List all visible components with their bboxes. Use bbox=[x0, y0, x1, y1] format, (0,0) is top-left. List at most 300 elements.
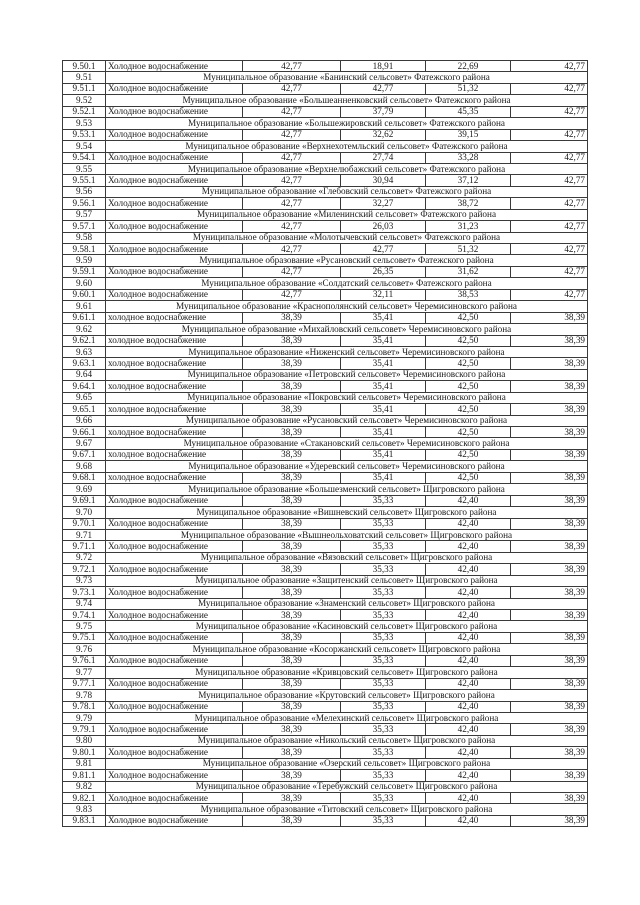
item-code-cell: 9.79.1 bbox=[63, 724, 106, 735]
value-cell-1: 38,39 bbox=[243, 381, 341, 392]
service-row bbox=[63, 518, 588, 529]
value-cell-1: 42,77 bbox=[243, 106, 341, 117]
section-code-cell: 9.67 bbox=[63, 438, 106, 449]
value-cell-1: 42,77 bbox=[243, 289, 341, 300]
municipality-name-cell: Муниципальное образование «Покровский сельсовет» Черемисиновского района bbox=[106, 392, 588, 403]
municipality-row bbox=[63, 690, 588, 701]
service-row bbox=[63, 404, 588, 415]
municipality-row bbox=[63, 95, 588, 106]
service-name-cell: Холодное водоснабжение bbox=[106, 793, 243, 804]
value-cell-4: 38,39 bbox=[511, 655, 588, 666]
value-cell-3: 42,40 bbox=[426, 770, 511, 781]
service-row bbox=[63, 815, 588, 826]
item-code-cell: 9.51.1 bbox=[63, 83, 106, 94]
service-name-cell: Холодное водоснабжение bbox=[106, 175, 243, 186]
municipality-name-cell: Муниципальное образование «Знаменский сельсовет» Щигровского района bbox=[106, 598, 588, 609]
item-code-cell: 9.62.1 bbox=[63, 335, 106, 346]
value-cell-4: 38,39 bbox=[511, 427, 588, 438]
value-cell-1: 42,77 bbox=[243, 83, 341, 94]
municipality-name-cell: Муниципальное образование «Верхнехотемльский сельсовет» Фатежского района bbox=[106, 141, 588, 152]
service-row bbox=[63, 632, 588, 643]
item-code-cell: 9.65.1 bbox=[63, 404, 106, 415]
value-cell-3: 42,50 bbox=[426, 449, 511, 460]
service-name-cell: холодное водоснабжение bbox=[106, 312, 243, 323]
value-cell-2: 35,33 bbox=[341, 724, 426, 735]
section-code-cell: 9.78 bbox=[63, 690, 106, 701]
service-name-cell: Холодное водоснабжение bbox=[106, 266, 243, 277]
section-code-cell: 9.60 bbox=[63, 278, 106, 289]
item-code-cell: 9.54.1 bbox=[63, 152, 106, 163]
value-cell-1: 38,39 bbox=[243, 655, 341, 666]
municipality-row bbox=[63, 232, 588, 243]
service-row bbox=[63, 449, 588, 460]
service-name-cell: Холодное водоснабжение bbox=[106, 83, 243, 94]
value-cell-3: 42,40 bbox=[426, 564, 511, 575]
municipality-row bbox=[63, 644, 588, 655]
section-code-cell: 9.70 bbox=[63, 507, 106, 518]
municipality-name-cell: Муниципальное образование «Вышнеольховатский сельсовет» Щигровского района bbox=[106, 529, 588, 540]
service-name-cell: холодное водоснабжение bbox=[106, 404, 243, 415]
municipality-row bbox=[63, 804, 588, 815]
service-row bbox=[63, 747, 588, 758]
municipality-row bbox=[63, 392, 588, 403]
value-cell-2: 35,33 bbox=[341, 541, 426, 552]
value-cell-2: 35,33 bbox=[341, 655, 426, 666]
section-code-cell: 9.68 bbox=[63, 461, 106, 472]
section-code-cell: 9.74 bbox=[63, 598, 106, 609]
value-cell-2: 32,27 bbox=[341, 198, 426, 209]
value-cell-4: 42,77 bbox=[511, 198, 588, 209]
section-code-cell: 9.64 bbox=[63, 369, 106, 380]
value-cell-3: 42,40 bbox=[426, 541, 511, 552]
value-cell-4: 38,39 bbox=[511, 587, 588, 598]
value-cell-1: 42,77 bbox=[243, 175, 341, 186]
value-cell-4: 38,39 bbox=[511, 518, 588, 529]
service-row bbox=[63, 129, 588, 140]
value-cell-4: 38,39 bbox=[511, 358, 588, 369]
service-row bbox=[63, 701, 588, 712]
section-code-cell: 9.71 bbox=[63, 529, 106, 540]
item-code-cell: 9.67.1 bbox=[63, 449, 106, 460]
value-cell-3: 42,40 bbox=[426, 655, 511, 666]
value-cell-4: 38,39 bbox=[511, 793, 588, 804]
municipality-name-cell: Муниципальное образование «Титовский сельсовет» Щигровского района bbox=[106, 804, 588, 815]
value-cell-1: 38,39 bbox=[243, 518, 341, 529]
item-code-cell: 9.77.1 bbox=[63, 678, 106, 689]
value-cell-2: 35,41 bbox=[341, 449, 426, 460]
municipality-name-cell: Муниципальное образование «Банинский сельсовет» Фатежского района bbox=[106, 72, 588, 83]
value-cell-1: 38,39 bbox=[243, 472, 341, 483]
value-cell-1: 38,39 bbox=[243, 427, 341, 438]
value-cell-1: 38,39 bbox=[243, 724, 341, 735]
municipality-row bbox=[63, 186, 588, 197]
municipality-name-cell: Муниципальное образование «Русановский сельсовет» Фатежского района bbox=[106, 255, 588, 266]
value-cell-4: 42,77 bbox=[511, 175, 588, 186]
service-row bbox=[63, 564, 588, 575]
value-cell-3: 42,50 bbox=[426, 427, 511, 438]
section-code-cell: 9.52 bbox=[63, 95, 106, 106]
section-code-cell: 9.72 bbox=[63, 552, 106, 563]
value-cell-2: 35,33 bbox=[341, 632, 426, 643]
value-cell-2: 35,41 bbox=[341, 427, 426, 438]
value-cell-3: 39,15 bbox=[426, 129, 511, 140]
municipality-row bbox=[63, 278, 588, 289]
value-cell-3: 38,53 bbox=[426, 289, 511, 300]
value-cell-2: 37,79 bbox=[341, 106, 426, 117]
service-name-cell: холодное водоснабжение bbox=[106, 381, 243, 392]
municipality-name-cell: Муниципальное образование «Ниженский сельсовет» Черемисиновского района bbox=[106, 346, 588, 357]
service-name-cell: холодное водоснабжение bbox=[106, 449, 243, 460]
value-cell-2: 35,33 bbox=[341, 610, 426, 621]
value-cell-1: 38,39 bbox=[243, 815, 341, 826]
value-cell-3: 38,72 bbox=[426, 198, 511, 209]
value-cell-2: 35,33 bbox=[341, 747, 426, 758]
section-code-cell: 9.66 bbox=[63, 415, 106, 426]
service-name-cell: Холодное водоснабжение bbox=[106, 61, 243, 72]
municipality-row bbox=[63, 438, 588, 449]
municipality-name-cell: Муниципальное образование «Большежировский сельсовет» Фатежского района bbox=[106, 118, 588, 129]
service-row bbox=[63, 244, 588, 255]
service-name-cell: Холодное водоснабжение bbox=[106, 289, 243, 300]
municipality-row bbox=[63, 118, 588, 129]
value-cell-4: 42,77 bbox=[511, 129, 588, 140]
section-code-cell: 9.54 bbox=[63, 141, 106, 152]
value-cell-3: 42,40 bbox=[426, 701, 511, 712]
municipality-row bbox=[63, 209, 588, 220]
service-row bbox=[63, 83, 588, 94]
value-cell-2: 35,41 bbox=[341, 312, 426, 323]
item-code-cell: 9.58.1 bbox=[63, 244, 106, 255]
municipality-row bbox=[63, 72, 588, 83]
value-cell-2: 35,41 bbox=[341, 472, 426, 483]
service-row bbox=[63, 221, 588, 232]
section-code-cell: 9.83 bbox=[63, 804, 106, 815]
service-name-cell: Холодное водоснабжение bbox=[106, 495, 243, 506]
value-cell-2: 35,33 bbox=[341, 587, 426, 598]
value-cell-3: 42,40 bbox=[426, 678, 511, 689]
service-name-cell: Холодное водоснабжение bbox=[106, 518, 243, 529]
value-cell-2: 30,94 bbox=[341, 175, 426, 186]
section-code-cell: 9.51 bbox=[63, 72, 106, 83]
municipality-name-cell: Муниципальное образование «Удеревский сельсовет» Черемисиновского района bbox=[106, 461, 588, 472]
item-code-cell: 9.82.1 bbox=[63, 793, 106, 804]
service-row bbox=[63, 793, 588, 804]
item-code-cell: 9.66.1 bbox=[63, 427, 106, 438]
value-cell-2: 32,62 bbox=[341, 129, 426, 140]
value-cell-1: 38,39 bbox=[243, 770, 341, 781]
value-cell-3: 42,40 bbox=[426, 747, 511, 758]
value-cell-3: 42,40 bbox=[426, 587, 511, 598]
value-cell-1: 42,77 bbox=[243, 221, 341, 232]
municipality-row bbox=[63, 621, 588, 632]
service-name-cell: Холодное водоснабжение bbox=[106, 632, 243, 643]
municipality-name-cell: Муниципальное образование «Крутовский сельсовет» Щигровского района bbox=[106, 690, 588, 701]
value-cell-4: 38,39 bbox=[511, 312, 588, 323]
value-cell-4: 38,39 bbox=[511, 724, 588, 735]
value-cell-3: 37,12 bbox=[426, 175, 511, 186]
value-cell-2: 42,77 bbox=[341, 83, 426, 94]
municipality-row bbox=[63, 735, 588, 746]
value-cell-4: 38,39 bbox=[511, 541, 588, 552]
section-code-cell: 9.76 bbox=[63, 644, 106, 655]
value-cell-3: 31,23 bbox=[426, 221, 511, 232]
value-cell-3: 42,40 bbox=[426, 610, 511, 621]
service-name-cell: Холодное водоснабжение bbox=[106, 198, 243, 209]
municipality-name-cell: Муниципальное образование «Большеанненковский сельсовет» Фатежского района bbox=[106, 95, 588, 106]
item-code-cell: 9.80.1 bbox=[63, 747, 106, 758]
service-name-cell: Холодное водоснабжение bbox=[106, 747, 243, 758]
service-row bbox=[63, 724, 588, 735]
value-cell-3: 31,62 bbox=[426, 266, 511, 277]
service-row bbox=[63, 495, 588, 506]
section-code-cell: 9.63 bbox=[63, 346, 106, 357]
item-code-cell: 9.53.1 bbox=[63, 129, 106, 140]
service-name-cell: Холодное водоснабжение bbox=[106, 655, 243, 666]
value-cell-4: 38,39 bbox=[511, 815, 588, 826]
service-name-cell: холодное водоснабжение bbox=[106, 358, 243, 369]
section-code-cell: 9.55 bbox=[63, 163, 106, 174]
service-name-cell: Холодное водоснабжение bbox=[106, 770, 243, 781]
item-code-cell: 9.70.1 bbox=[63, 518, 106, 529]
service-row bbox=[63, 472, 588, 483]
value-cell-4: 42,77 bbox=[511, 221, 588, 232]
municipality-row bbox=[63, 484, 588, 495]
service-row bbox=[63, 106, 588, 117]
value-cell-3: 22,69 bbox=[426, 61, 511, 72]
value-cell-4: 42,77 bbox=[511, 61, 588, 72]
municipality-name-cell: Муниципальное образование «Петровский сельсовет» Черемисиновского района bbox=[106, 369, 588, 380]
section-code-cell: 9.79 bbox=[63, 712, 106, 723]
item-code-cell: 9.61.1 bbox=[63, 312, 106, 323]
municipality-name-cell: Муниципальное образование «Кривцовский сельсовет» Щигровского района bbox=[106, 667, 588, 678]
municipality-row bbox=[63, 598, 588, 609]
service-name-cell: Холодное водоснабжение bbox=[106, 129, 243, 140]
municipality-name-cell: Муниципальное образование «Никольский сельсовет» Щигровского района bbox=[106, 735, 588, 746]
municipality-name-cell: Муниципальное образование «Косоржанский сельсовет» Щигровского района bbox=[106, 644, 588, 655]
value-cell-4: 42,77 bbox=[511, 83, 588, 94]
municipality-row bbox=[63, 141, 588, 152]
value-cell-4: 42,77 bbox=[511, 289, 588, 300]
item-code-cell: 9.83.1 bbox=[63, 815, 106, 826]
value-cell-2: 26,03 bbox=[341, 221, 426, 232]
municipality-row bbox=[63, 507, 588, 518]
value-cell-1: 38,39 bbox=[243, 541, 341, 552]
value-cell-1: 38,39 bbox=[243, 587, 341, 598]
value-cell-4: 38,39 bbox=[511, 472, 588, 483]
value-cell-2: 35,41 bbox=[341, 335, 426, 346]
value-cell-2: 35,41 bbox=[341, 404, 426, 415]
section-code-cell: 9.80 bbox=[63, 735, 106, 746]
value-cell-2: 35,33 bbox=[341, 495, 426, 506]
municipality-name-cell: Муниципальное образование «Верхнелюбажский сельсовет» Фатежского района bbox=[106, 163, 588, 174]
value-cell-1: 38,39 bbox=[243, 793, 341, 804]
value-cell-1: 38,39 bbox=[243, 747, 341, 758]
item-code-cell: 9.76.1 bbox=[63, 655, 106, 666]
value-cell-4: 38,39 bbox=[511, 747, 588, 758]
section-code-cell: 9.77 bbox=[63, 667, 106, 678]
value-cell-3: 42,50 bbox=[426, 312, 511, 323]
municipality-name-cell: Муниципальное образование «Касиновский сельсовет» Щигровского района bbox=[106, 621, 588, 632]
item-code-cell: 9.69.1 bbox=[63, 495, 106, 506]
service-name-cell: Холодное водоснабжение bbox=[106, 815, 243, 826]
value-cell-2: 35,33 bbox=[341, 815, 426, 826]
value-cell-3: 42,50 bbox=[426, 404, 511, 415]
municipality-row bbox=[63, 575, 588, 586]
municipality-name-cell: Муниципальное образование «Молотычевский сельсовет» Фатежского района bbox=[106, 232, 588, 243]
value-cell-2: 27,74 bbox=[341, 152, 426, 163]
value-cell-2: 26,35 bbox=[341, 266, 426, 277]
value-cell-3: 42,50 bbox=[426, 358, 511, 369]
value-cell-2: 35,33 bbox=[341, 678, 426, 689]
municipality-name-cell: Муниципальное образование «Стакановский сельсовет» Черемисиновского района bbox=[106, 438, 588, 449]
value-cell-3: 42,40 bbox=[426, 793, 511, 804]
section-code-cell: 9.57 bbox=[63, 209, 106, 220]
service-name-cell: Холодное водоснабжение bbox=[106, 244, 243, 255]
value-cell-3: 51,32 bbox=[426, 244, 511, 255]
municipality-row bbox=[63, 758, 588, 769]
service-row bbox=[63, 335, 588, 346]
service-row bbox=[63, 587, 588, 598]
value-cell-4: 42,77 bbox=[511, 152, 588, 163]
section-code-cell: 9.69 bbox=[63, 484, 106, 495]
value-cell-4: 38,39 bbox=[511, 381, 588, 392]
value-cell-1: 38,39 bbox=[243, 632, 341, 643]
service-name-cell: Холодное водоснабжение bbox=[106, 724, 243, 735]
value-cell-2: 35,33 bbox=[341, 770, 426, 781]
value-cell-1: 38,39 bbox=[243, 678, 341, 689]
service-row bbox=[63, 289, 588, 300]
value-cell-3: 45,35 bbox=[426, 106, 511, 117]
service-name-cell: Холодное водоснабжение bbox=[106, 610, 243, 621]
municipality-row bbox=[63, 712, 588, 723]
municipality-row bbox=[63, 529, 588, 540]
service-row bbox=[63, 655, 588, 666]
item-code-cell: 9.52.1 bbox=[63, 106, 106, 117]
item-code-cell: 9.74.1 bbox=[63, 610, 106, 621]
service-row bbox=[63, 381, 588, 392]
value-cell-4: 38,39 bbox=[511, 678, 588, 689]
value-cell-4: 38,39 bbox=[511, 770, 588, 781]
section-code-cell: 9.53 bbox=[63, 118, 106, 129]
section-code-cell: 9.73 bbox=[63, 575, 106, 586]
value-cell-2: 42,77 bbox=[341, 244, 426, 255]
section-code-cell: 9.58 bbox=[63, 232, 106, 243]
value-cell-1: 38,39 bbox=[243, 312, 341, 323]
item-code-cell: 9.55.1 bbox=[63, 175, 106, 186]
value-cell-4: 42,77 bbox=[511, 244, 588, 255]
municipality-name-cell: Муниципальное образование «Большезменский сельсовет» Щигровского района bbox=[106, 484, 588, 495]
value-cell-2: 18,91 bbox=[341, 61, 426, 72]
value-cell-4: 38,39 bbox=[511, 632, 588, 643]
value-cell-4: 38,39 bbox=[511, 495, 588, 506]
service-row bbox=[63, 266, 588, 277]
item-code-cell: 9.57.1 bbox=[63, 221, 106, 232]
value-cell-3: 42,40 bbox=[426, 518, 511, 529]
value-cell-2: 35,33 bbox=[341, 564, 426, 575]
section-code-cell: 9.62 bbox=[63, 324, 106, 335]
municipality-row bbox=[63, 346, 588, 357]
value-cell-1: 38,39 bbox=[243, 564, 341, 575]
value-cell-3: 42,40 bbox=[426, 815, 511, 826]
item-code-cell: 9.59.1 bbox=[63, 266, 106, 277]
item-code-cell: 9.68.1 bbox=[63, 472, 106, 483]
municipality-name-cell: Муниципальное образование «Миленинский сельсовет» Фатежского района bbox=[106, 209, 588, 220]
service-row bbox=[63, 610, 588, 621]
municipality-row bbox=[63, 324, 588, 335]
municipality-name-cell: Муниципальное образование «Глебовский сельсовет» Фатежского района bbox=[106, 186, 588, 197]
section-code-cell: 9.65 bbox=[63, 392, 106, 403]
municipality-row bbox=[63, 461, 588, 472]
service-row bbox=[63, 358, 588, 369]
value-cell-3: 42,40 bbox=[426, 632, 511, 643]
value-cell-1: 42,77 bbox=[243, 198, 341, 209]
item-code-cell: 9.72.1 bbox=[63, 564, 106, 575]
value-cell-2: 35,33 bbox=[341, 518, 426, 529]
item-code-cell: 9.75.1 bbox=[63, 632, 106, 643]
item-code-cell: 9.50.1 bbox=[63, 61, 106, 72]
service-name-cell: Холодное водоснабжение bbox=[106, 564, 243, 575]
value-cell-4: 38,39 bbox=[511, 335, 588, 346]
service-row bbox=[63, 198, 588, 209]
municipality-name-cell: Муниципальное образование «Михайловский сельсовет» Черемисиновского района bbox=[106, 324, 588, 335]
municipality-name-cell: Муниципальное образование «Озерский сельсовет» Щигровского района bbox=[106, 758, 588, 769]
value-cell-4: 38,39 bbox=[511, 610, 588, 621]
value-cell-1: 42,77 bbox=[243, 129, 341, 140]
item-code-cell: 9.63.1 bbox=[63, 358, 106, 369]
tariff-table-body bbox=[63, 61, 588, 827]
value-cell-4: 38,39 bbox=[511, 404, 588, 415]
municipality-row bbox=[63, 163, 588, 174]
value-cell-3: 33,28 bbox=[426, 152, 511, 163]
service-row bbox=[63, 175, 588, 186]
item-code-cell: 9.78.1 bbox=[63, 701, 106, 712]
value-cell-2: 35,41 bbox=[341, 358, 426, 369]
service-row bbox=[63, 152, 588, 163]
service-name-cell: Холодное водоснабжение bbox=[106, 678, 243, 689]
service-name-cell: Холодное водоснабжение bbox=[106, 541, 243, 552]
section-code-cell: 9.81 bbox=[63, 758, 106, 769]
section-code-cell: 9.59 bbox=[63, 255, 106, 266]
value-cell-1: 38,39 bbox=[243, 610, 341, 621]
value-cell-4: 42,77 bbox=[511, 106, 588, 117]
value-cell-1: 38,39 bbox=[243, 495, 341, 506]
municipality-name-cell: Муниципальное образование «Вязовский сельсовет» Щигровского района bbox=[106, 552, 588, 563]
value-cell-4: 42,77 bbox=[511, 266, 588, 277]
service-name-cell: Холодное водоснабжение bbox=[106, 152, 243, 163]
service-name-cell: холодное водоснабжение bbox=[106, 472, 243, 483]
value-cell-3: 42,50 bbox=[426, 472, 511, 483]
value-cell-1: 38,39 bbox=[243, 335, 341, 346]
value-cell-2: 32,11 bbox=[341, 289, 426, 300]
section-code-cell: 9.56 bbox=[63, 186, 106, 197]
value-cell-3: 42,40 bbox=[426, 724, 511, 735]
municipality-row bbox=[63, 667, 588, 678]
municipality-row bbox=[63, 415, 588, 426]
section-code-cell: 9.61 bbox=[63, 301, 106, 312]
municipality-name-cell: Муниципальное образование «Теребужский сельсовет» Щигровского района bbox=[106, 781, 588, 792]
value-cell-2: 35,41 bbox=[341, 381, 426, 392]
municipality-name-cell: Муниципальное образование «Краснополянский сельсовет» Черемисиновского района bbox=[106, 301, 588, 312]
item-code-cell: 9.73.1 bbox=[63, 587, 106, 598]
service-name-cell: холодное водоснабжение bbox=[106, 427, 243, 438]
value-cell-3: 42,50 bbox=[426, 335, 511, 346]
service-name-cell: Холодное водоснабжение bbox=[106, 221, 243, 232]
item-code-cell: 9.64.1 bbox=[63, 381, 106, 392]
service-row bbox=[63, 312, 588, 323]
value-cell-4: 38,39 bbox=[511, 449, 588, 460]
item-code-cell: 9.60.1 bbox=[63, 289, 106, 300]
municipality-row bbox=[63, 552, 588, 563]
